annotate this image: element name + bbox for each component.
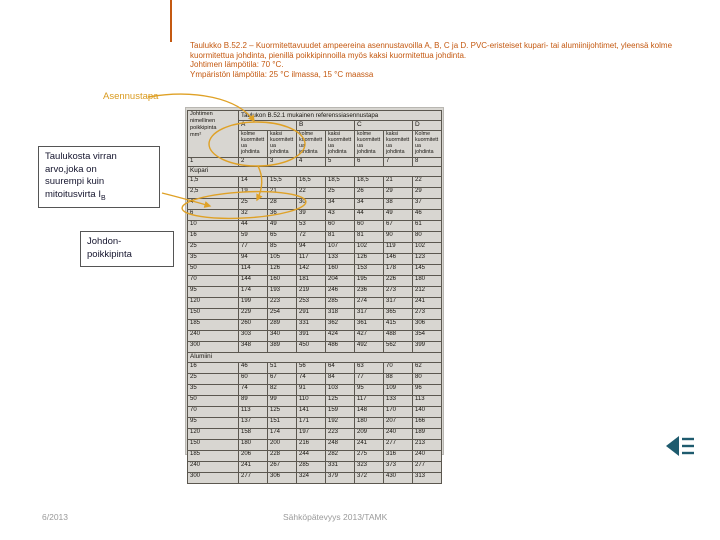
ampacity-cell: 46 (239, 363, 268, 374)
ampacity-cell: 246 (326, 287, 355, 298)
column-number: 3 (268, 158, 297, 167)
ampacity-cell: 60 (239, 374, 268, 385)
col1-header-line: poikkipinta (190, 124, 217, 131)
table-row (188, 309, 442, 320)
ampacity-cell: 102 (413, 243, 442, 254)
ampacity-cell: 254 (268, 309, 297, 320)
ampacity-cell: 81 (326, 232, 355, 243)
ampacity-cell: 267 (268, 462, 297, 473)
ampacity-cell: 391 (297, 331, 326, 342)
ampacity-cell: 117 (297, 254, 326, 265)
table-row (188, 385, 442, 396)
ampacity-cell: 277 (413, 462, 442, 473)
ampacity-cell: 200 (268, 440, 297, 451)
ampacity-cell: 56 (297, 363, 326, 374)
cross-section-cell: 35 (188, 254, 239, 265)
cross-section-cell: 70 (188, 407, 239, 418)
ampacity-table (187, 110, 442, 484)
ampacity-cell: 133 (384, 396, 413, 407)
column-number: 4 (297, 158, 326, 167)
ampacity-cell: 244 (297, 451, 326, 462)
table-row (188, 374, 442, 385)
ampacity-cell: 260 (239, 320, 268, 331)
table-caption: Taulukon B.52.1 mukainen referenssiasennustapa (239, 111, 442, 121)
note-text-line: Johdon- (87, 236, 122, 247)
ampacity-cell: 74 (239, 385, 268, 396)
ampacity-cell: 289 (268, 320, 297, 331)
ampacity-cell: 81 (355, 232, 384, 243)
ampacity-cell: 372 (355, 473, 384, 484)
ampacity-cell: 195 (355, 276, 384, 287)
ampacity-cell: 379 (326, 473, 355, 484)
ampacity-cell: 153 (355, 265, 384, 276)
ampacity-cell: 212 (413, 287, 442, 298)
cross-section-cell: 240 (188, 331, 239, 342)
material-section-label: Alumiini (188, 353, 442, 363)
previous-slide-button[interactable] (664, 434, 696, 458)
ampacity-cell: 166 (413, 418, 442, 429)
ampacity-cell: 209 (355, 429, 384, 440)
table-row (188, 396, 442, 407)
ampacity-cell: 91 (297, 385, 326, 396)
table-row (188, 232, 442, 243)
ampacity-cell: 197 (297, 429, 326, 440)
cross-section-cell: 25 (188, 374, 239, 385)
ampacity-cell: 94 (239, 254, 268, 265)
loaded-conductors-header: kaksi kuormitettua johdinta (268, 131, 297, 158)
cross-section-cell: 50 (188, 396, 239, 407)
cross-section-cell: 150 (188, 309, 239, 320)
ampacity-cell: 170 (384, 407, 413, 418)
ampacity-cell: 18,5 (326, 177, 355, 188)
method-group-header: C (355, 121, 413, 131)
ampacity-cell: 399 (413, 342, 442, 353)
column-number: 2 (239, 158, 268, 167)
ampacity-cell: 44 (239, 221, 268, 232)
ampacity-cell: 213 (413, 440, 442, 451)
ampacity-cell: 53 (297, 221, 326, 232)
note-text-line: poikkipinta (87, 248, 132, 260)
ampacity-cell: 19 (239, 188, 268, 199)
ampacity-cell: 77 (239, 243, 268, 254)
table-row (188, 429, 442, 440)
ampacity-cell: 46 (413, 210, 442, 221)
loaded-conductors-header: kolme kuormitettua johdinta (239, 131, 268, 158)
ampacity-cell: 85 (268, 243, 297, 254)
ampacity-cell: 313 (413, 473, 442, 484)
ampacity-cell: 36 (268, 210, 297, 221)
loaded-conductors-header: kolme kuormitettua johdinta (355, 131, 384, 158)
ampacity-cell: 174 (268, 429, 297, 440)
table-row (188, 320, 442, 331)
ampacity-cell: 14 (239, 177, 268, 188)
cross-section-cell: 150 (188, 440, 239, 451)
ampacity-cell: 331 (326, 462, 355, 473)
slide-title-line: Ympäristön lämpötila: 25 °C ilmassa, 15 °C maassa (190, 69, 374, 79)
ampacity-cell: 67 (384, 221, 413, 232)
ampacity-cell: 82 (268, 385, 297, 396)
ampacity-cell: 145 (413, 265, 442, 276)
col1-header-line: mm² (190, 131, 202, 138)
cross-section-cell: 300 (188, 342, 239, 353)
ampacity-cell: 415 (384, 320, 413, 331)
ampacity-cell: 133 (326, 254, 355, 265)
table-row (188, 451, 442, 462)
ampacity-cell: 59 (239, 232, 268, 243)
method-group-header: A (239, 121, 297, 131)
ampacity-cell: 21 (384, 177, 413, 188)
cross-section-cell: 35 (188, 385, 239, 396)
table-row (188, 177, 442, 188)
table-row (188, 407, 442, 418)
slide-title-line: Johtimen lämpötila: 70 °C. (190, 60, 284, 69)
ampacity-cell: 26 (355, 188, 384, 199)
ampacity-cell: 80 (413, 232, 442, 243)
note-text-line: mitoitusvirta $I_B$ (45, 188, 106, 202)
table-row (188, 298, 442, 309)
ampacity-cell: 316 (384, 451, 413, 462)
ampacity-cell: 285 (297, 462, 326, 473)
ampacity-cell: 318 (326, 309, 355, 320)
ampacity-cell: 275 (355, 451, 384, 462)
ampacity-cell: 430 (384, 473, 413, 484)
ampacity-cell: 317 (355, 309, 384, 320)
ampacity-cell: 64 (326, 363, 355, 374)
ampacity-cell: 365 (384, 309, 413, 320)
cross-section-cell: 70 (188, 276, 239, 287)
ampacity-cell: 193 (268, 287, 297, 298)
ampacity-cell: 303 (239, 331, 268, 342)
ampacity-cell: 89 (239, 396, 268, 407)
ampacity-cell: 123 (413, 254, 442, 265)
ampacity-cell: 34 (355, 199, 384, 210)
ampacity-cell: 427 (355, 331, 384, 342)
note-text-line: suurempi kuin (45, 176, 105, 187)
table-row (188, 287, 442, 298)
table-row (188, 221, 442, 232)
ampacity-cell: 16,5 (297, 177, 326, 188)
ampacity-cell: 253 (297, 298, 326, 309)
ampacity-cell: 119 (384, 243, 413, 254)
ampacity-cell: 49 (384, 210, 413, 221)
ampacity-cell: 362 (326, 320, 355, 331)
cross-section-cell: 95 (188, 287, 239, 298)
ampacity-cell: 180 (355, 418, 384, 429)
ampacity-cell: 72 (297, 232, 326, 243)
ampacity-cell: 241 (355, 440, 384, 451)
ampacity-cell: 141 (297, 407, 326, 418)
ampacity-cell: 450 (297, 342, 326, 353)
table-row (188, 331, 442, 342)
column-number: 5 (326, 158, 355, 167)
ampacity-cell: 22 (413, 177, 442, 188)
loaded-conductors-header: kaksi kuormitettua johdinta (384, 131, 413, 158)
ampacity-cell: 142 (297, 265, 326, 276)
subscript-b: B (100, 194, 106, 202)
ampacity-cell: 80 (413, 374, 442, 385)
ampacity-cell: 140 (413, 407, 442, 418)
ampacity-cell: 77 (355, 374, 384, 385)
ampacity-cell: 282 (326, 451, 355, 462)
table-row (188, 276, 442, 287)
ampacity-cell: 486 (326, 342, 355, 353)
column-number: 6 (355, 158, 384, 167)
ampacity-cell: 373 (384, 462, 413, 473)
slide-title (190, 41, 702, 79)
ampacity-cell: 180 (413, 276, 442, 287)
note-box-cross-section (80, 231, 174, 267)
ampacity-cell: 32 (239, 210, 268, 221)
ampacity-cell: 171 (297, 418, 326, 429)
cross-section-cell: 185 (188, 320, 239, 331)
cross-section-cell: 185 (188, 451, 239, 462)
ampacity-cell: 74 (297, 374, 326, 385)
ampacity-cell: 37 (413, 199, 442, 210)
asennustapa-label: Asennustapa (103, 91, 159, 102)
ampacity-cell: 107 (326, 243, 355, 254)
ampacity-cell: 181 (297, 276, 326, 287)
ampacity-cell: 25 (326, 188, 355, 199)
ampacity-cell: 291 (297, 309, 326, 320)
ampacity-cell: 151 (268, 418, 297, 429)
table-row (188, 254, 442, 265)
ampacity-cell: 148 (355, 407, 384, 418)
loaded-conductors-header: Kolme kuormitettua johdinta (413, 131, 442, 158)
ampacity-cell: 158 (239, 429, 268, 440)
ampacity-cell: 277 (384, 440, 413, 451)
note-text-line: arvo,joka on (45, 163, 97, 175)
cross-section-cell: 6 (188, 210, 239, 221)
ampacity-cell: 248 (326, 440, 355, 451)
ampacity-cell: 229 (239, 309, 268, 320)
ampacity-cell: 189 (413, 429, 442, 440)
ampacity-cell: 30 (297, 199, 326, 210)
table-row (188, 199, 442, 210)
ampacity-cell: 84 (326, 374, 355, 385)
ampacity-cell: 562 (384, 342, 413, 353)
ampacity-cell: 61 (413, 221, 442, 232)
loaded-conductors-header: kaksi kuormitettua johdinta (326, 131, 355, 158)
column-number: 8 (413, 158, 442, 167)
ampacity-cell: 323 (355, 462, 384, 473)
ampacity-cell: 88 (384, 374, 413, 385)
table-row (188, 440, 442, 451)
ampacity-cell: 174 (239, 287, 268, 298)
ampacity-cell: 285 (326, 298, 355, 309)
ampacity-cell: 241 (239, 462, 268, 473)
ampacity-cell: 354 (413, 331, 442, 342)
ampacity-cell: 60 (355, 221, 384, 232)
ampacity-cell: 43 (326, 210, 355, 221)
ampacity-cell: 240 (384, 429, 413, 440)
ampacity-cell: 273 (413, 309, 442, 320)
method-group-header: B (297, 121, 355, 131)
ampacity-cell: 28 (268, 199, 297, 210)
ampacity-cell: 18,5 (355, 177, 384, 188)
table-row (188, 363, 442, 374)
ampacity-cell: 240 (413, 451, 442, 462)
ampacity-cell: 105 (268, 254, 297, 265)
table-row (188, 265, 442, 276)
cross-section-cell: 300 (188, 473, 239, 484)
ampacity-cell: 29 (413, 188, 442, 199)
ampacity-cell: 226 (384, 276, 413, 287)
column-number: 1 (188, 158, 239, 167)
cross-section-cell: 120 (188, 429, 239, 440)
ampacity-cell: 159 (326, 407, 355, 418)
ampacity-cell: 223 (326, 429, 355, 440)
ampacity-cell: 38 (384, 199, 413, 210)
cross-section-cell: 4 (188, 199, 239, 210)
table-row (188, 462, 442, 473)
ampacity-cell: 117 (355, 396, 384, 407)
ampacity-cell: 331 (297, 320, 326, 331)
capacity-table (185, 107, 444, 479)
ampacity-cell: 306 (413, 320, 442, 331)
ampacity-cell: 21 (268, 188, 297, 199)
ampacity-cell: 324 (297, 473, 326, 484)
note-box-current-value (38, 146, 160, 208)
ampacity-cell: 348 (239, 342, 268, 353)
ampacity-cell: 277 (239, 473, 268, 484)
ampacity-cell: 389 (268, 342, 297, 353)
ampacity-cell: 241 (413, 298, 442, 309)
back-triangle-icon (666, 436, 679, 456)
ampacity-cell: 34 (326, 199, 355, 210)
material-section-label: Kupari (188, 167, 442, 177)
ampacity-cell: 102 (355, 243, 384, 254)
ampacity-cell: 492 (355, 342, 384, 353)
ampacity-cell: 424 (326, 331, 355, 342)
ampacity-cell: 29 (384, 188, 413, 199)
ampacity-cell: 90 (384, 232, 413, 243)
ampacity-cell: 15,5 (268, 177, 297, 188)
ampacity-cell: 99 (268, 396, 297, 407)
slide-title-line: Taulukko B.52.2 – Kuormitettavuudet ampeereina asennustavoilla A, B, C ja D. PVC-eristeiset kupari- tai alumiinijohtimet, yleensä kolme kuormitettua johdinta, pienillä poikkipinnoilla myös kaksi kuormitettua johdinta. (190, 41, 673, 60)
ampacity-cell: 39 (297, 210, 326, 221)
ampacity-cell: 113 (413, 396, 442, 407)
col1-header-line: nimellinen (190, 117, 216, 124)
ampacity-cell: 60 (326, 221, 355, 232)
ampacity-cell: 178 (384, 265, 413, 276)
method-group-header: D (413, 121, 442, 131)
ampacity-cell: 206 (239, 451, 268, 462)
ampacity-cell: 192 (326, 418, 355, 429)
ampacity-cell: 62 (413, 363, 442, 374)
ampacity-cell: 114 (239, 265, 268, 276)
title-accent-line (170, 0, 172, 42)
ampacity-cell: 109 (384, 385, 413, 396)
ampacity-cell: 70 (384, 363, 413, 374)
ampacity-cell: 126 (355, 254, 384, 265)
ampacity-cell: 137 (239, 418, 268, 429)
ampacity-cell: 160 (268, 276, 297, 287)
cross-section-cell: 16 (188, 232, 239, 243)
ampacity-cell: 67 (268, 374, 297, 385)
ampacity-cell: 204 (326, 276, 355, 287)
ampacity-cell: 95 (355, 385, 384, 396)
footer-date: 6/2013 (42, 512, 68, 522)
table-row (188, 342, 442, 353)
table-row (188, 418, 442, 429)
ampacity-cell: 144 (239, 276, 268, 287)
ampacity-cell: 223 (268, 298, 297, 309)
ampacity-cell: 49 (268, 221, 297, 232)
column-number: 7 (384, 158, 413, 167)
ampacity-cell: 361 (355, 320, 384, 331)
table-row (188, 243, 442, 254)
ampacity-cell: 63 (355, 363, 384, 374)
ampacity-cell: 306 (268, 473, 297, 484)
note-text-line: Taulukosta virran (45, 151, 117, 162)
ampacity-cell: 274 (355, 298, 384, 309)
cross-section-cell: 50 (188, 265, 239, 276)
table-corner-header (188, 111, 239, 158)
ampacity-cell: 160 (326, 265, 355, 276)
ampacity-cell: 216 (297, 440, 326, 451)
table-row (188, 473, 442, 484)
cross-section-cell: 240 (188, 462, 239, 473)
back-stripes-icon (682, 439, 694, 453)
footer-title: Sähköpätevyys 2013/TAMK (283, 512, 388, 522)
loaded-conductors-header: kolme kuormitettua johdinta (297, 131, 326, 158)
cross-section-cell: 2,5 (188, 188, 239, 199)
col1-header-line: Johtimen (190, 111, 213, 117)
ampacity-cell: 113 (239, 407, 268, 418)
cross-section-cell: 25 (188, 243, 239, 254)
ampacity-cell: 22 (297, 188, 326, 199)
ampacity-cell: 51 (268, 363, 297, 374)
ampacity-cell: 340 (268, 331, 297, 342)
ampacity-cell: 125 (268, 407, 297, 418)
cross-section-cell: 120 (188, 298, 239, 309)
ampacity-cell: 219 (297, 287, 326, 298)
ampacity-cell: 125 (326, 396, 355, 407)
ampacity-cell: 180 (239, 440, 268, 451)
ampacity-cell: 25 (239, 199, 268, 210)
ampacity-cell: 110 (297, 396, 326, 407)
cross-section-cell: 1,5 (188, 177, 239, 188)
table-row (188, 210, 442, 221)
ampacity-cell: 273 (384, 287, 413, 298)
ampacity-cell: 65 (268, 232, 297, 243)
cross-section-cell: 95 (188, 418, 239, 429)
cross-section-cell: 16 (188, 363, 239, 374)
ampacity-cell: 103 (326, 385, 355, 396)
ampacity-cell: 126 (268, 265, 297, 276)
ampacity-cell: 96 (413, 385, 442, 396)
ampacity-cell: 94 (297, 243, 326, 254)
ampacity-cell: 44 (355, 210, 384, 221)
ampacity-cell: 488 (384, 331, 413, 342)
ampacity-cell: 199 (239, 298, 268, 309)
ampacity-cell: 228 (268, 451, 297, 462)
ampacity-cell: 317 (384, 298, 413, 309)
table-row (188, 188, 442, 199)
cross-section-cell: 10 (188, 221, 239, 232)
ampacity-cell: 236 (355, 287, 384, 298)
ampacity-cell: 146 (384, 254, 413, 265)
ampacity-cell: 207 (384, 418, 413, 429)
